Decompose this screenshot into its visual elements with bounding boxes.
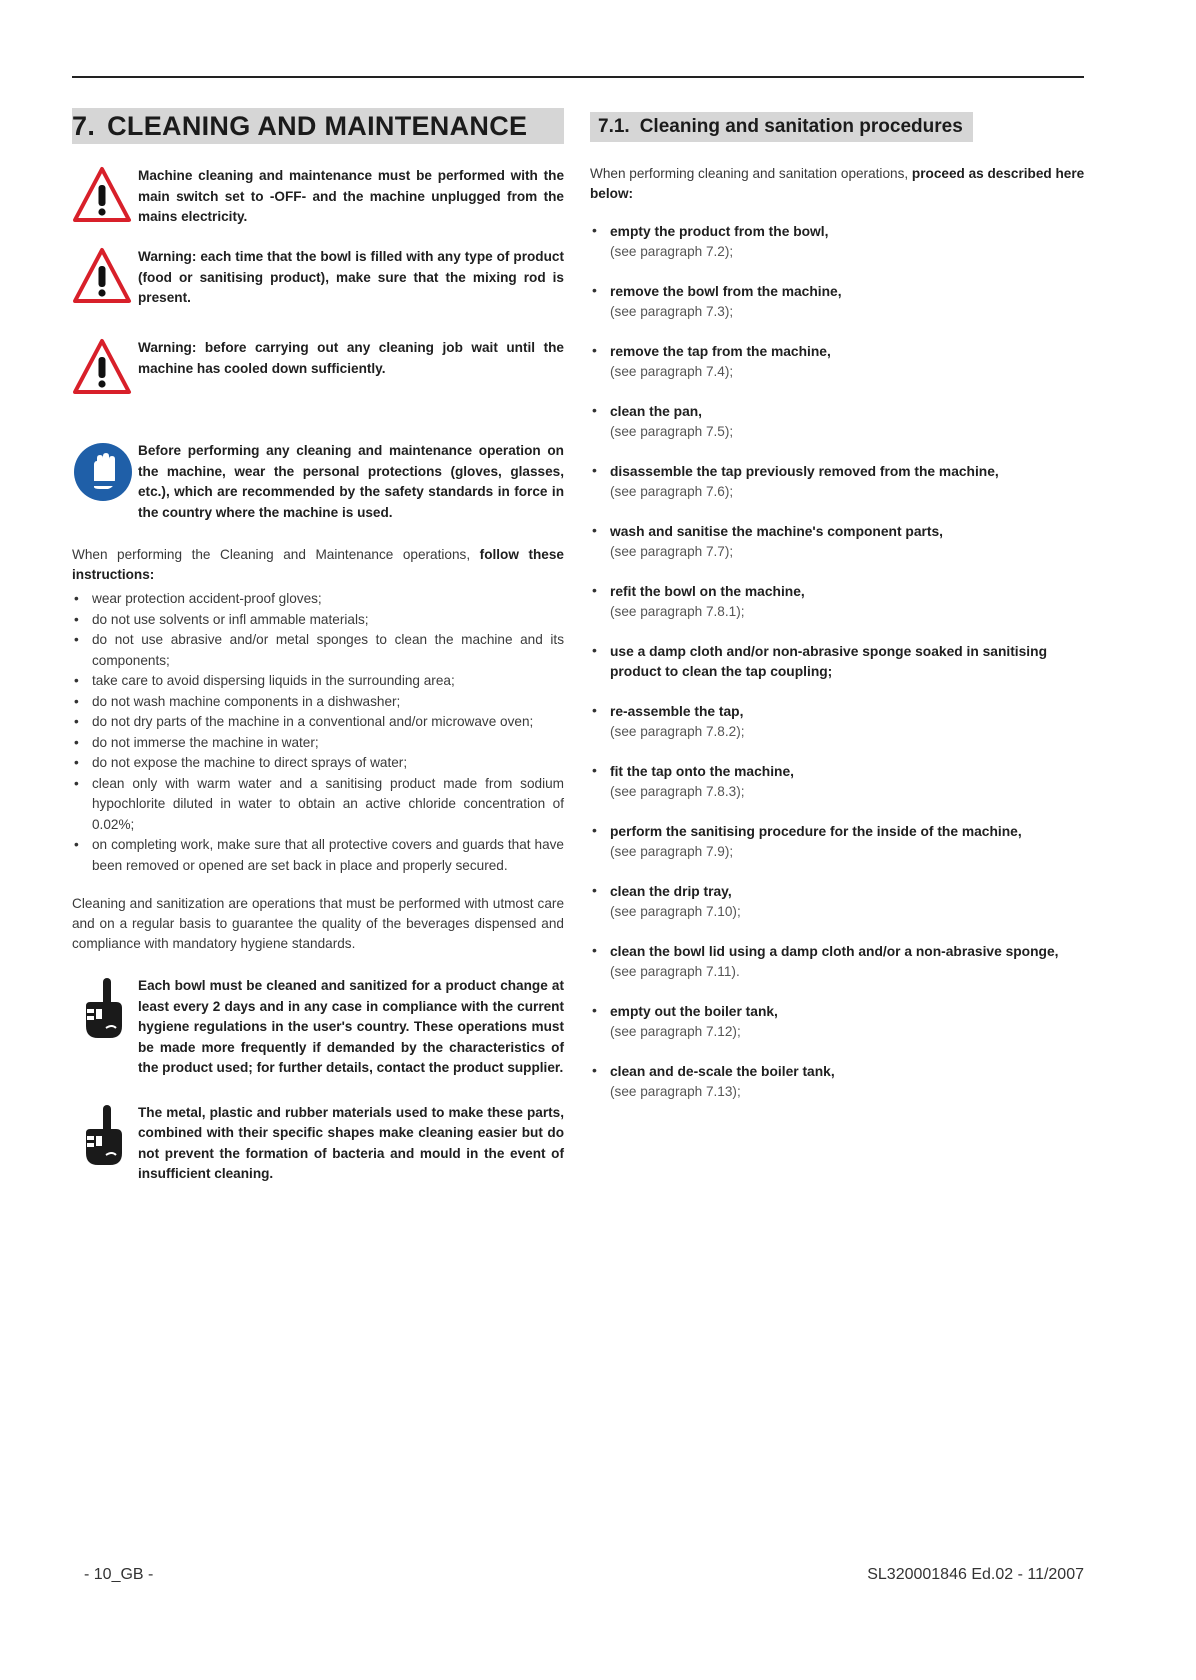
step-action: • disassemble the tap previously removed from the machine, [610,464,999,479]
warning-triangle-icon [72,166,134,229]
closing-paragraph: Cleaning and sanitization are operations that must be performed with utmost care and on a regular basis to guarantee the quality of the beverages dispensed and compliance with mandatory hygiene standards. [72,896,564,951]
notice-text: Machine cleaning and maintenance must be performed with the main switch set to -OFF- and the machine unplugged from the mains electricity. [138,168,564,224]
step-action: • clean and de-scale the boiler tank, [610,1064,835,1079]
notice-3 [72,338,564,401]
list-item: • do not immerse the machine in water; [72,733,564,754]
protective-gloves-icon [72,441,134,508]
section-number: 7. [72,110,96,141]
step-reference: (see paragraph 7.4); [610,364,734,379]
warning-triangle-icon [72,338,134,401]
list-item [590,282,1086,322]
page-number: - 10_GB - [84,1566,154,1583]
step-reference: (see paragraph 7.10); [610,904,741,919]
step-action: • empty the product from the bowl, [610,224,829,239]
list-item [590,222,1086,262]
list-item [590,582,1086,622]
step-action: • clean the drip tray, [610,884,732,899]
list-item [590,462,1086,502]
notice-text: Before performing any cleaning and maintenance operation on the machine, wear the personal protections (gloves, glasses, etc.), which are recommended by the safety standards in force in the country where the machine is used. [138,443,564,520]
list-item: • wear protection accident-proof gloves; [72,589,564,610]
step-reference: (see paragraph 7.8.3); [610,784,745,799]
pointing-hand-icon [72,976,134,1047]
list-item: • do not wash machine components in a dishwasher; [72,692,564,713]
list-item [590,942,1086,982]
left-column [72,108,564,1185]
subsection-heading [590,112,973,142]
list-item [590,762,1086,802]
step-reference: (see paragraph 7.2); [610,244,734,259]
list-item: • do not dry parts of the machine in a conventional and/or microwave oven; [72,712,564,733]
list-item: • do not expose the machine to direct sprays of water; [72,753,564,774]
step-reference: (see paragraph 7.8.2); [610,724,745,739]
instructions-list [72,589,564,876]
step-reference: (see paragraph 7.5); [610,424,734,439]
list-item [590,882,1086,922]
section-title: CLEANING AND MAINTENANCE [107,110,528,141]
notice-4 [72,441,564,523]
step-action: • remove the tap from the machine, [610,344,831,359]
step-action: • re-assemble the tap, [610,704,744,719]
document-code: SL320001846 Ed.02 - 11/2007 [867,1566,1084,1583]
instructions-intro: When performing the Cleaning and Maintenance operations, follow these instructions: [72,547,564,582]
procedure-steps [590,222,1086,1102]
top-rule [72,76,1084,78]
list-item [590,702,1086,742]
step-reference: (see paragraph 7.9); [610,844,734,859]
notice-2 [72,247,564,310]
notice-text: Warning: before carrying out any cleaning job wait until the machine has cooled down sufficiently. [138,340,564,376]
notice-1 [72,166,564,229]
list-item [590,522,1086,562]
list-item [590,1062,1086,1102]
step-reference: (see paragraph 7.12); [610,1024,741,1039]
right-column [590,112,1086,1122]
step-action: • fit the tap onto the machine, [610,764,794,779]
step-reference: (see paragraph 7.7); [610,544,734,559]
subsection-number: 7.1. [598,116,630,137]
list-item [590,1002,1086,1042]
step-action: • perform the sanitising procedure for the inside of the machine, [610,824,1022,839]
step-action: • clean the bowl lid using a damp cloth and/or a non-abrasive sponge, [610,944,1059,959]
list-item [590,342,1086,382]
note-1 [72,976,564,1079]
step-action: • refit the bowl on the machine, [610,584,805,599]
list-item [590,642,1086,682]
list-item: • do not use abrasive and/or metal sponges to clean the machine and its components; [72,630,564,671]
step-reference: (see paragraph 7.8.1); [610,604,745,619]
subsection-title: Cleaning and sanitation procedures [639,116,963,137]
section-heading [72,108,564,144]
step-reference: (see paragraph 7.3); [610,304,734,319]
procedure-intro: When performing cleaning and sanitation operations, proceed as described here below: [590,166,1085,201]
note-2 [72,1103,564,1185]
step-reference: (see paragraph 7.13); [610,1084,741,1099]
warning-triangle-icon [72,247,134,310]
step-reference: (see paragraph 7.6); [610,484,734,499]
note-text: The metal, plastic and rubber materials used to make these parts, combined with their specific shapes make cleaning easier but do not prevent the formation of bacteria and mould in the event of insufficient cleaning. [138,1104,564,1181]
list-item [590,402,1086,442]
notice-text: Warning: each time that the bowl is filled with any type of product (food or sanitising product), make sure that the mixing rod is present. [138,249,564,305]
list-item: • do not use solvents or infl ammable materials; [72,610,564,631]
list-item: • clean only with warm water and a sanitising product made from sodium hypochlorite diluted in water to obtain an active chloride concentration of 0.02%; [72,774,564,836]
step-action: • use a damp cloth and/or non-abrasive sponge soaked in sanitising product to clean the tap coupling; [610,644,1047,679]
pointing-hand-icon [72,1103,134,1174]
list-item [590,822,1086,862]
step-action: • empty out the boiler tank, [610,1004,778,1019]
step-action: • clean the pan, [610,404,703,419]
list-item: • take care to avoid dispersing liquids in the surrounding area; [72,671,564,692]
list-item: • on completing work, make sure that all protective covers and guards that have been removed or opened are set back in place and properly secured. [72,835,564,876]
step-reference: (see paragraph 7.11). [610,964,740,979]
step-action: • wash and sanitise the machine's component parts, [610,524,943,539]
step-action: • remove the bowl from the machine, [610,284,842,299]
note-text: Each bowl must be cleaned and sanitized for a product change at least every 2 days and in any case in compliance with the current hygiene regulations in the user's country. These operations must be made more frequently if demanded by the characteristics of the product used; for further details, contact the product supplier. [138,978,564,1075]
